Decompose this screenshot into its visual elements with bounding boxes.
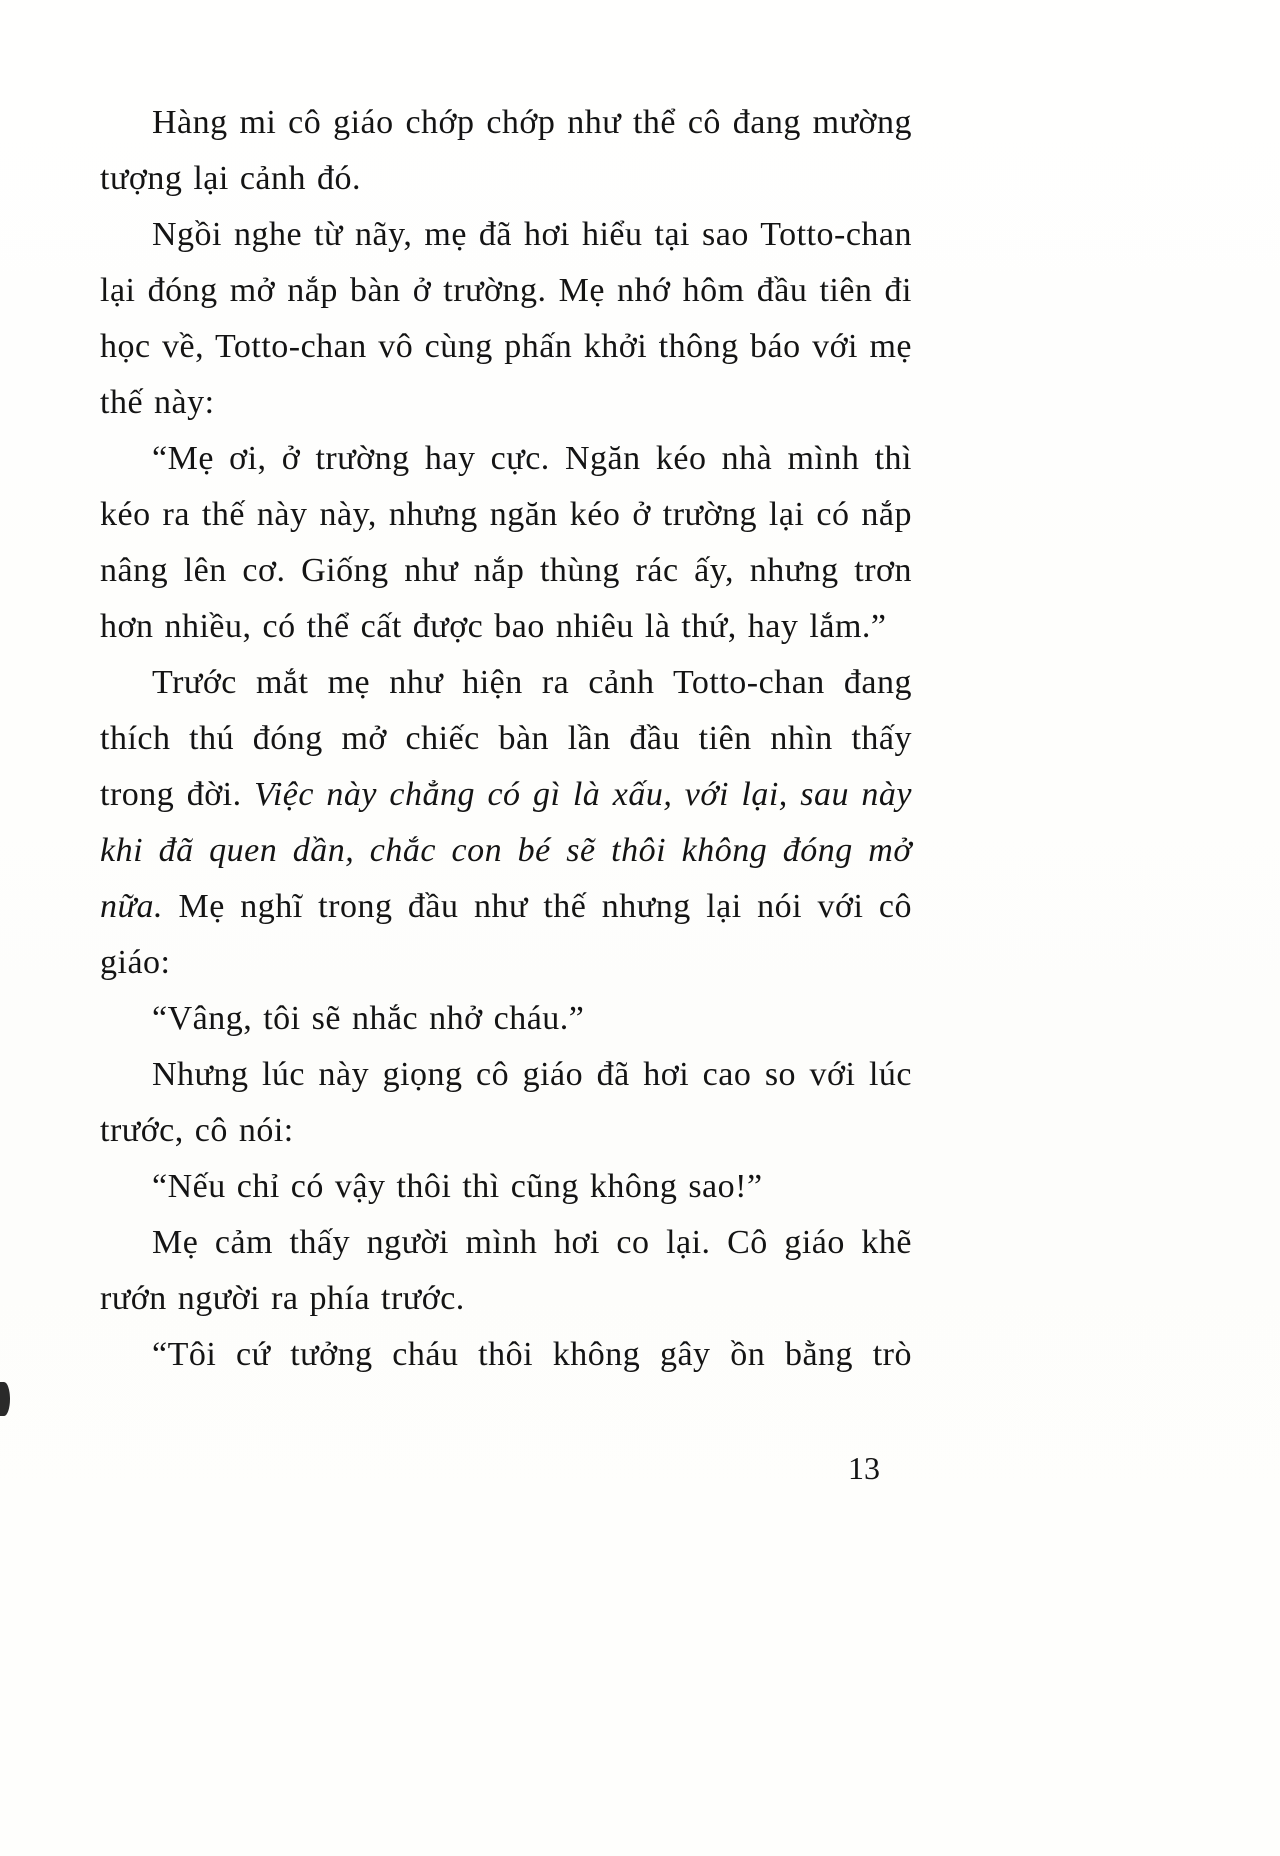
paragraph [100, 991, 912, 1047]
body-text: “Mẹ ơi, ở trường hay cực. Ngăn kéo nhà mình thì kéo ra thế này này, nhưng ngăn kéo ở trường lại có nắp nâng lên cơ. Giống như nắp thùng rác ấy, nhưng trơn hơn nhiều, có thể cất được bao nhiêu là thứ, hay lắm.” [100, 440, 912, 645]
body-text: Hàng mi cô giáo chớp chớp như thể cô đang mường tượng lại cảnh đó. [100, 104, 912, 197]
body-text: Ngồi nghe từ nãy, mẹ đã hơi hiểu tại sao Totto-chan lại đóng mở nắp bàn ở trường. Mẹ nhớ hôm đầu tiên đi học về, Totto-chan vô cùng phấn khởi thông báo với mẹ thế này: [100, 216, 912, 421]
paragraph [100, 95, 912, 207]
paragraph [100, 207, 912, 431]
paragraph [100, 1327, 912, 1383]
paragraph [100, 1215, 912, 1327]
body-text: Nhưng lúc này giọng cô giáo đã hơi cao so với lúc trước, cô nói: [100, 1056, 912, 1149]
body-text: Mẹ nghĩ trong đầu như thế nhưng lại nói với cô giáo: [100, 888, 912, 981]
body-text: “Nếu chỉ có vậy thôi thì cũng không sao!” [152, 1168, 763, 1205]
paragraph [100, 1159, 912, 1215]
body-text: Trước mắt mẹ như hiện ra cảnh Totto-chan đang thích thú đóng mở chiếc bàn lần đầu tiên nhìn thấy trong đời. [100, 664, 912, 813]
body-text: Mẹ cảm thấy người mình hơi co lại. Cô giáo khẽ rướn người ra phía trước. [100, 1224, 912, 1317]
page-number: 13 [848, 1450, 880, 1486]
paragraph [100, 655, 912, 991]
italic-text: Việc này chẳng có gì là xấu, với lại, sau này khi đã quen dần, chắc con bé sẽ thôi không đóng mở nữa. [100, 776, 912, 925]
paragraph [100, 1047, 912, 1159]
paragraph [100, 431, 912, 655]
body-text: “Tôi cứ tưởng cháu thôi không gây ồn bằng trò [152, 1336, 912, 1373]
scan-artifact [0, 1382, 10, 1416]
body-text: “Vâng, tôi sẽ nhắc nhở cháu.” [152, 1000, 585, 1037]
text-block [100, 95, 912, 1383]
